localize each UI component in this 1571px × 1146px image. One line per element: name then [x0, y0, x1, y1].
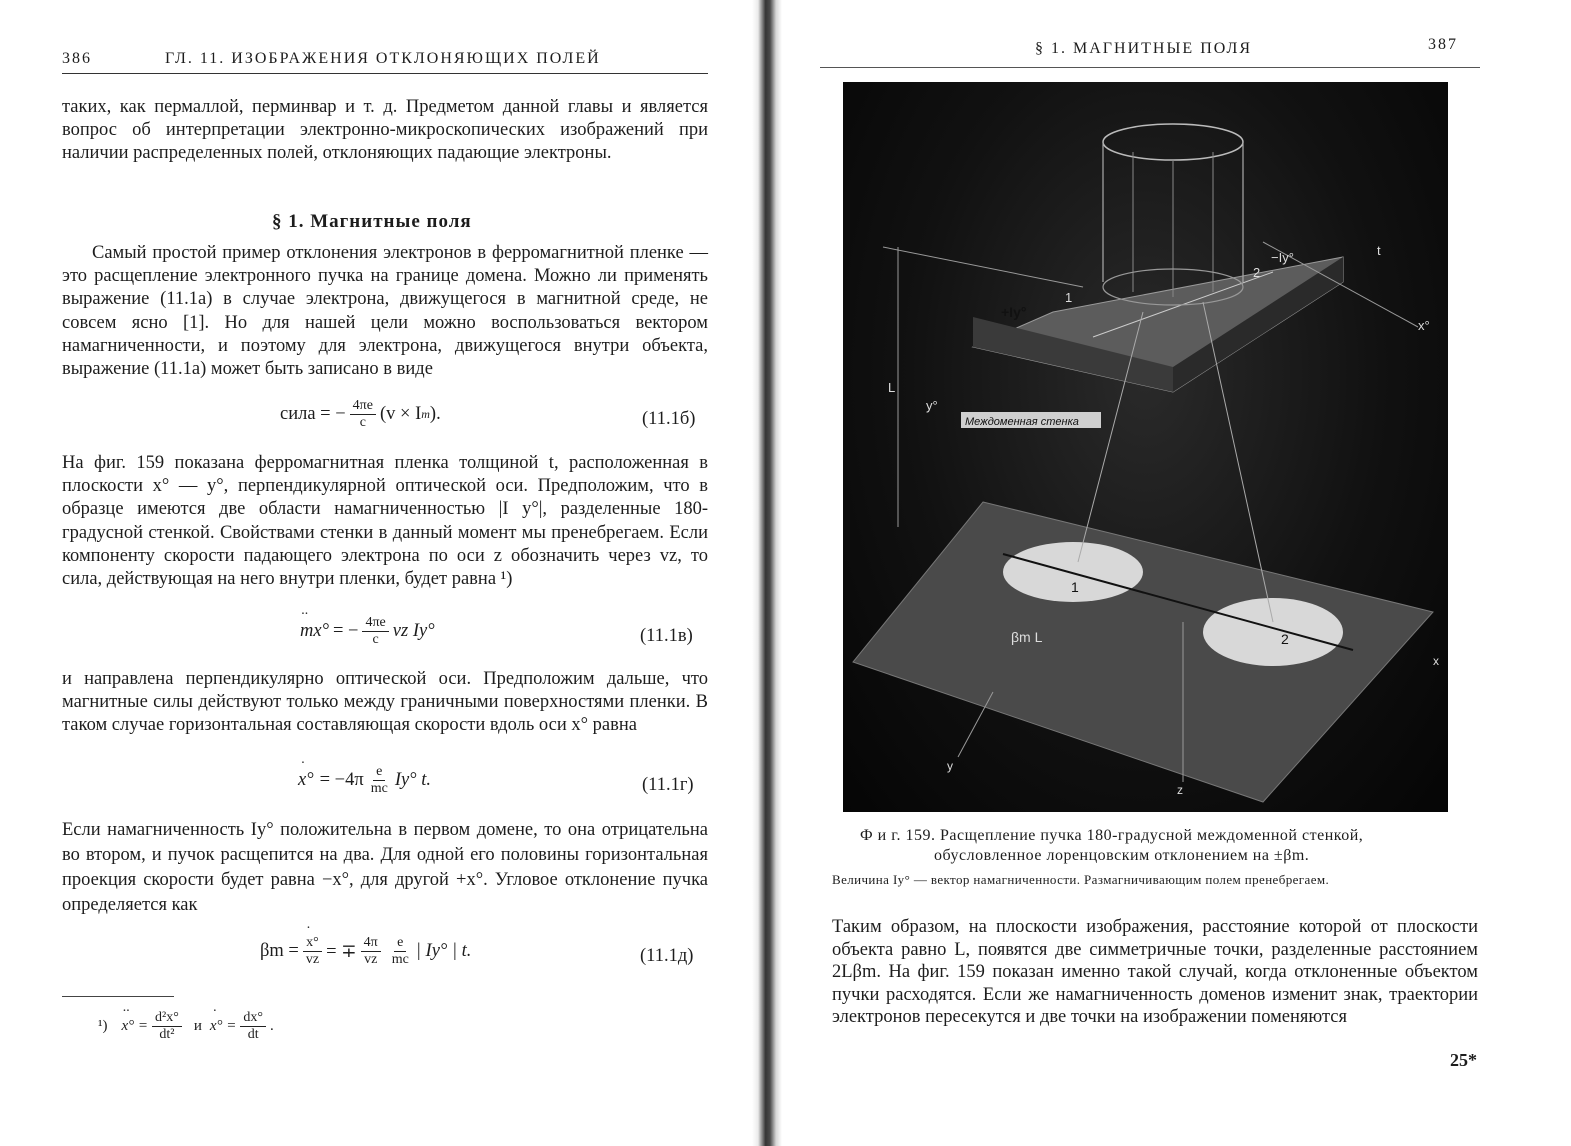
equation-number-11-1d: (11.1д) [640, 946, 694, 966]
image-plane [853, 502, 1433, 802]
beam-splitting-model [843, 82, 1448, 812]
label-1-bottom: 1 [1071, 579, 1079, 595]
label-minus-I: −Iy° [1271, 250, 1294, 265]
label-y0: y° [926, 398, 938, 413]
page-number-left: 386 [62, 50, 92, 67]
intro-paragraph: таких, как пермаллой, перминвар и т. д. Предметом данной главы и является вопрос об интерпретации электронно-микроскопических изображений при наличии распределенных полей, отклоняющих падающие электроны. [62, 97, 708, 164]
equation-number-11-1b: (11.1б) [642, 409, 696, 429]
running-head-right: § 1. МАГНИТНЫЕ ПОЛЯ [1035, 40, 1253, 57]
footnote-rule [62, 996, 174, 997]
label-plus-I: +Iy° [1001, 304, 1027, 320]
equation-11-1v: ·· mx° = − $\frac{4\pi e}{c}$ vz Iy° [300, 615, 435, 648]
figure-caption-line-1: Ф и г. 159. Расщепление пучка 180-градусной междоменной стенкой, [860, 827, 1364, 844]
equation-11-1d: βm = · $\frac{x^\circ}{vz}$ = ∓ $\frac{4\pi}{vz}$ $\frac{e}{mc}$ | Iy° | t. [260, 935, 471, 968]
header-rule [62, 73, 708, 74]
spot-2 [1203, 598, 1343, 666]
label-x0: x° [1418, 318, 1430, 333]
footnote: ¹) ·· x° = $\frac{\text{d²x°}}{\text{dt²}}$ и · x° = $\frac{dx^\circ}{dt}$ . [98, 1010, 274, 1043]
left-page [0, 0, 760, 1146]
equation-11-1b: сила = − $\frac{4\pi e}{c}$ (v × I m ). [280, 398, 441, 430]
figure-caption-line-2: обусловленное лоренцовским отклонением на ±βm. [934, 847, 1310, 864]
equation-number-11-1g: (11.1г) [642, 775, 694, 795]
paragraph-2: На фиг. 159 показана ферромагнитная пленка толщиной t, расположенная в плоскости x° — y°, перпендикулярной оптической оси. Предположим, что в образце имеются две области намагниченностью |I y°|, разделенные 180-градусной стенкой. Свойствами стенки в данный момент мы пренебрегаем. Если компоненту скорости падающего электрона по оси z обозначить через vz, то сила, действующая на него внутри пленки, будет равна ¹) [62, 453, 708, 590]
equation-number-11-1v: (11.1в) [640, 626, 693, 646]
paragraph-3: и направлена перпендикулярно оптической оси. Предположим дальше, что магнитные силы действуют только между граничными поверхностями пленки. В таком случае горизонтальная составляющая скорости вдоль оси x° равна [62, 669, 708, 736]
label-y-axis: y [947, 759, 953, 773]
page-number-right: 387 [1428, 36, 1458, 53]
paragraph-1: Самый простой пример отклонения электронов в ферромагнитной пленке — это расщепление электронного пучка на границе домена. Можно ли применять выражение (11.1а) в случае электрона, движущегося в магнитной среде, не совсем ясно [1]. Но для нашей цели можно воспользоваться вектором намагниченности, и поэтому для электрона, движущегося внутри объекта, выражение (11.1а) может быть записано в виде [62, 243, 708, 380]
label-L: L [888, 380, 896, 395]
paragraph-4: Если намагниченность Iy° положительна в первом домене, то она отрицательна во втором, и пучок расщепится на два. Для одной его половины горизонтальная проекция скорости будет равна −x°, для другой +x°. Угловое отклонение пучка определяется как [62, 820, 708, 915]
equation-11-1g: · x° = −4π $\frac{e}{mc}$ Iy° t. [298, 764, 431, 797]
label-2-top: 2 [1253, 265, 1261, 280]
running-head-left: ГЛ. 11. ИЗОБРАЖЕНИЯ ОТКЛОНЯЮЩИХ ПОЛЕЙ [165, 50, 601, 67]
label-1-top: 1 [1065, 290, 1073, 305]
right-page [760, 0, 1571, 1146]
label-t: t [1377, 243, 1381, 258]
label-wall: Междоменная стенка [965, 416, 1079, 428]
signature-mark: 25* [1450, 1050, 1477, 1070]
section-heading: § 1. Магнитные поля [272, 211, 472, 232]
label-z-axis: z [1177, 783, 1183, 797]
label-2-bottom: 2 [1281, 631, 1289, 647]
figure-caption-sub: Величина Iy° — вектор намагниченности. Размагничивающим полем пренебрегаем. [832, 872, 1330, 887]
label-beta-L: βm L [1011, 629, 1043, 645]
figure-159-photo [843, 82, 1448, 812]
paragraph-right: Таким образом, на плоскости изображения, расстояние которой от плоскости объекта равно L, появятся две симметричные точки, разделенные расстоянием 2Lβm. На фиг. 159 показан именно такой случай, когда отклоненные объектом пучки расходятся. Если же намагниченность доменов изменит знак, траектории электронов пересекутся и две точки на изображении поменяются [832, 917, 1478, 1027]
beam-cylinder-top [1103, 124, 1243, 160]
header-rule-right [820, 67, 1480, 68]
label-x-axis: x [1433, 654, 1439, 668]
